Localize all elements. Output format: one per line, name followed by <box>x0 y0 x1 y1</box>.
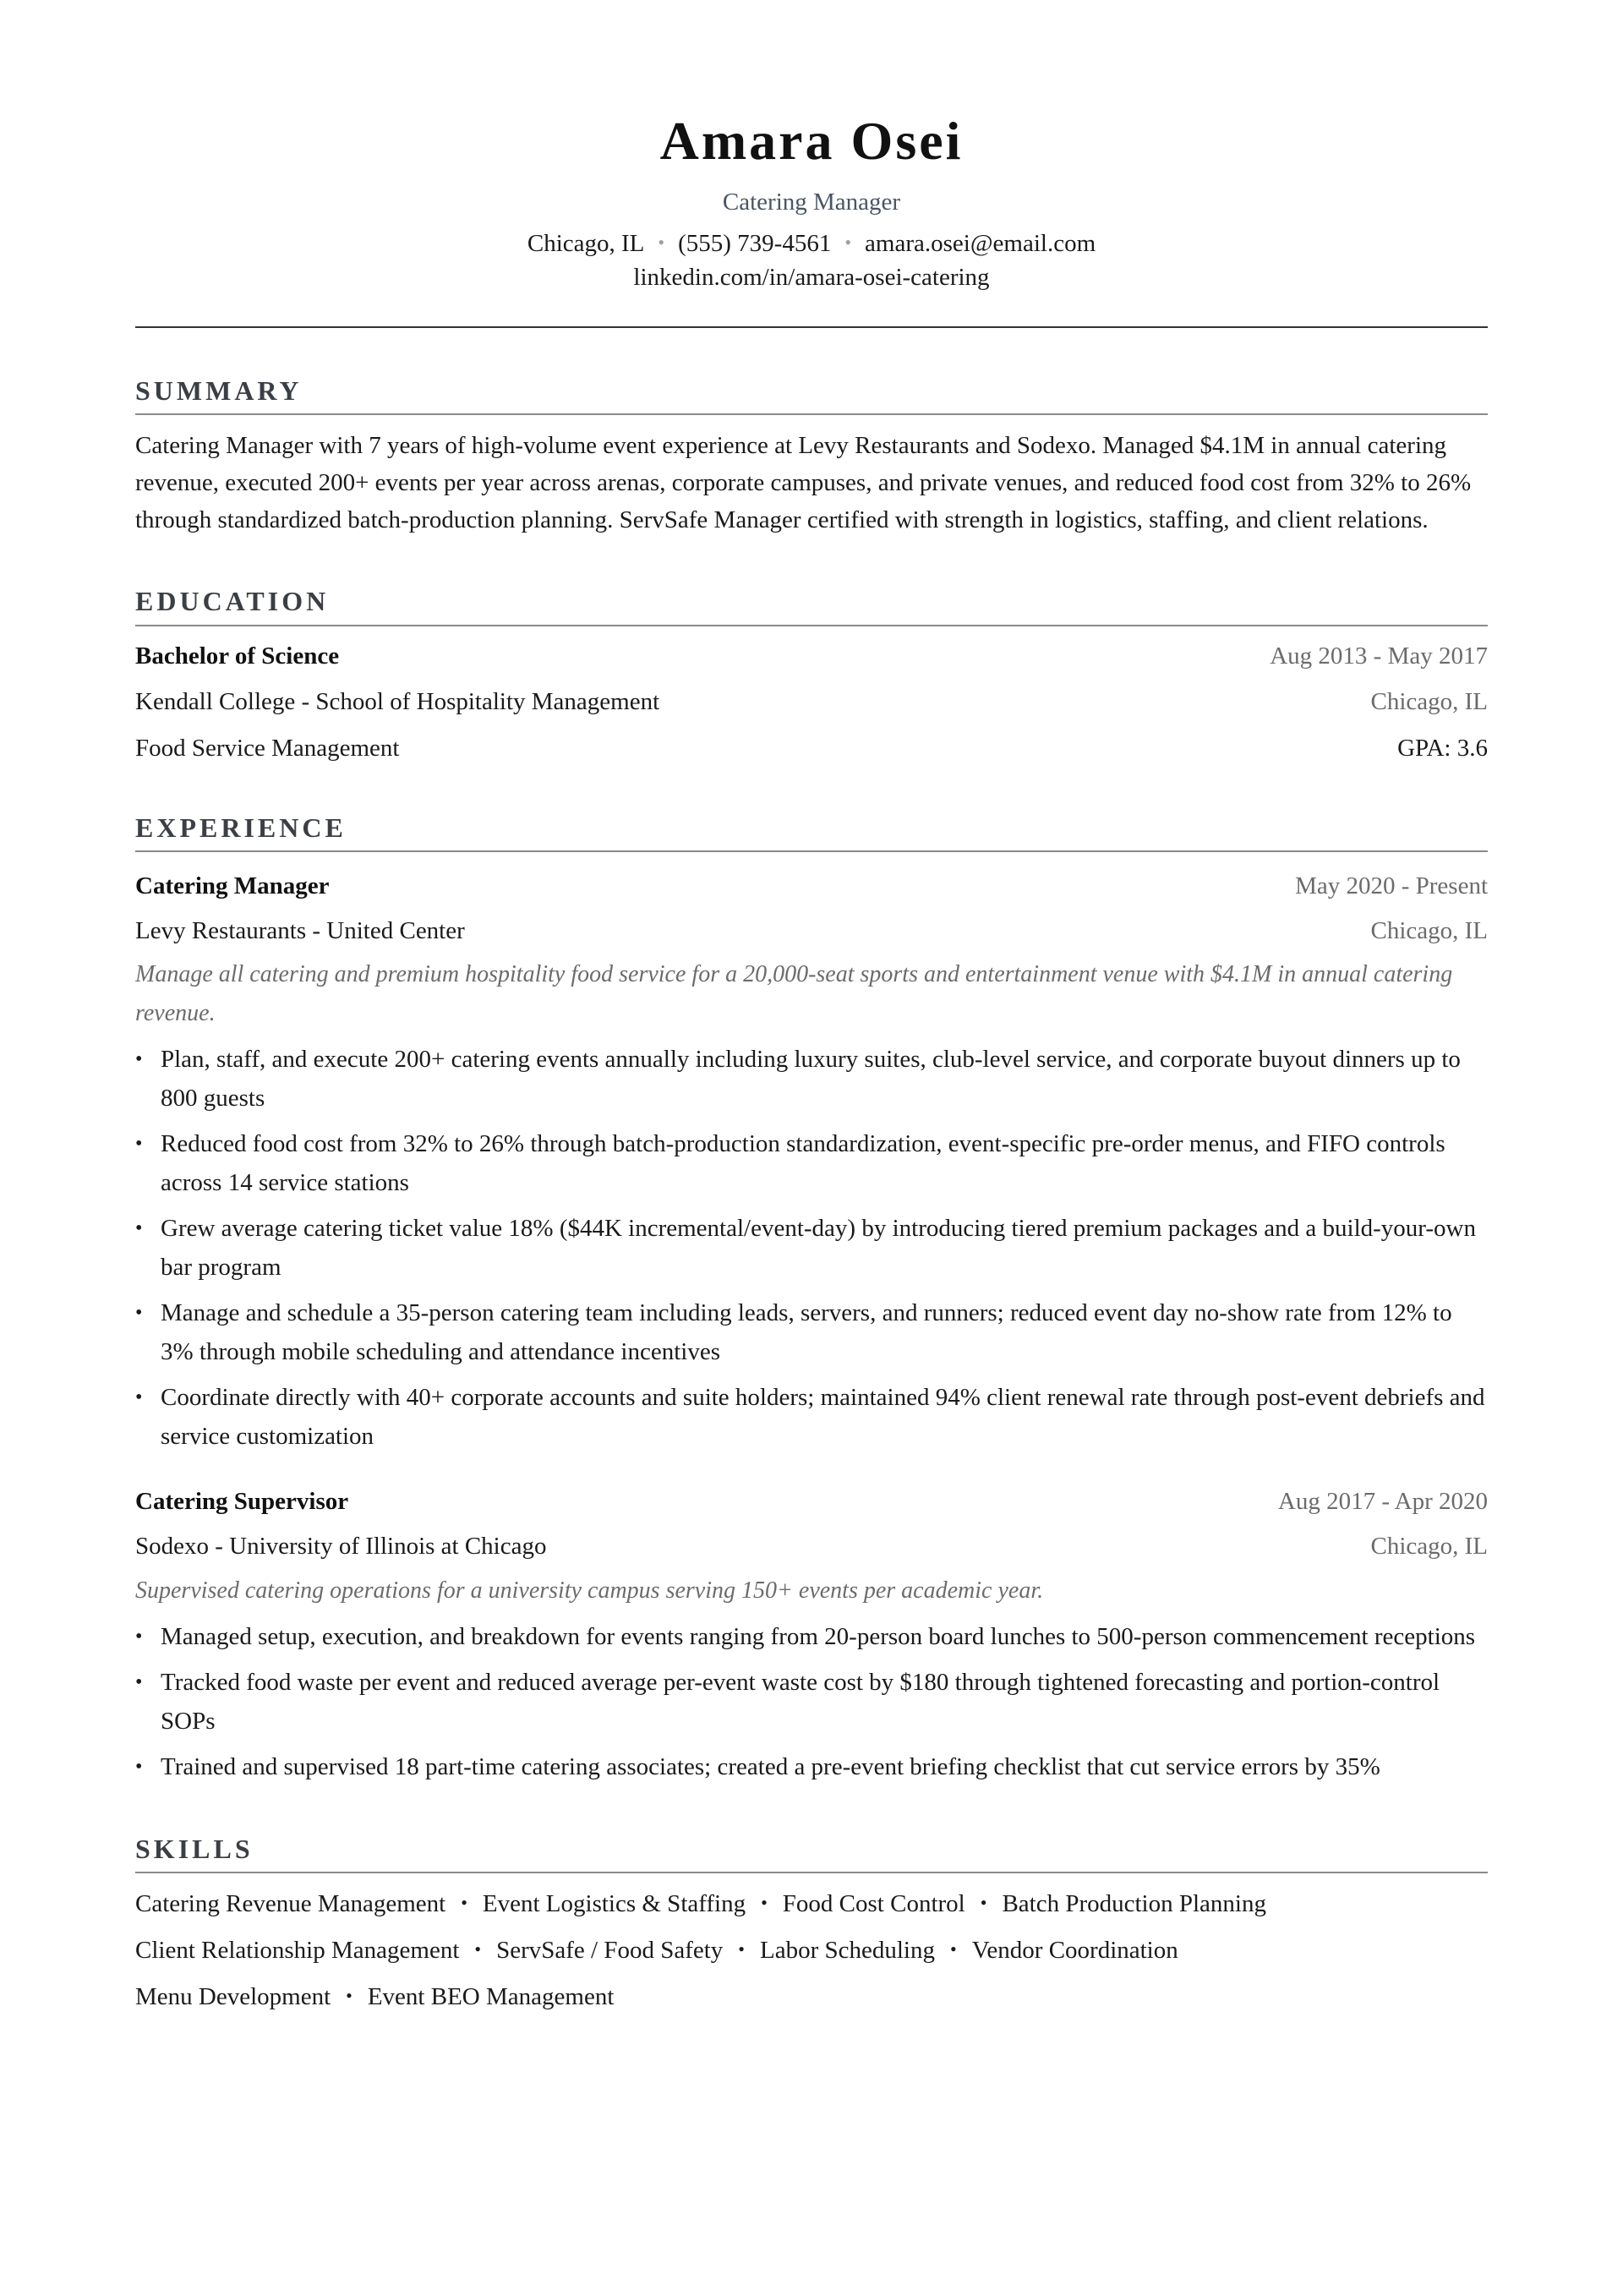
education-school: Kendall College - School of Hospitality Management <box>135 688 660 716</box>
skill-item: Menu Development <box>135 1982 331 2010</box>
contact-email: amara.osei@email.com <box>865 230 1096 258</box>
skill-separator: • <box>761 1892 768 1914</box>
job-role: Catering Manager <box>135 872 330 899</box>
skills-line <box>135 1935 1488 1967</box>
bullet-dot: • <box>135 1386 143 1409</box>
skill-item: Event Logistics & Staffing <box>482 1890 746 1918</box>
education-row <box>135 641 1488 673</box>
bullet-dot: • <box>135 1755 143 1778</box>
education-major: Food Service Management <box>135 734 400 762</box>
candidate-title: Catering Manager <box>722 188 901 216</box>
candidate-name: Amara Osei <box>659 111 964 171</box>
skill-separator: • <box>474 1938 482 1960</box>
job-entry <box>135 1486 1488 1785</box>
job-bullet <box>135 1378 1488 1456</box>
job-bullet <box>135 1663 1488 1741</box>
job-entry <box>135 871 1488 1456</box>
job-bullet <box>135 1747 1488 1786</box>
job-description: Manage all catering and premium hospitality food service for a 20,000-seat sports and entertainment venue with $4.1M in annual catering revenue. <box>135 961 1453 1027</box>
section-heading-skills: SKILLS <box>135 1833 1488 1873</box>
education-section <box>135 585 1488 764</box>
skill-item: Catering Revenue Management <box>135 1890 446 1918</box>
education-row <box>135 733 1488 765</box>
skill-item: ServSafe / Food Safety <box>496 1936 724 1964</box>
education-degree: Bachelor of Science <box>135 642 340 670</box>
job-bullet-text: Trained and supervised 18 part-time catering associates; created a pre-event briefing checklist that cut service errors by 35% <box>161 1752 1380 1780</box>
education-dates: Aug 2013 - May 2017 <box>1270 642 1488 670</box>
bullet-dot: • <box>135 1302 143 1325</box>
job-location: Chicago, IL <box>1370 916 1488 944</box>
education-location: Chicago, IL <box>1370 688 1488 716</box>
section-heading-education: EDUCATION <box>135 585 1488 626</box>
summary-section <box>135 374 1488 538</box>
contact-separator: • <box>844 232 852 254</box>
skill-item: Batch Production Planning <box>1002 1890 1266 1918</box>
job-bullet-text: Coordinate directly with 40+ corporate accounts and suite holders; maintained 94% client renewal rate through post-event debriefs and service customization <box>161 1384 1485 1451</box>
job-company: Levy Restaurants - United Center <box>135 916 465 944</box>
job-description: Supervised catering operations for a university campus serving 150+ events per academic year. <box>135 1577 1044 1604</box>
bullet-dot: • <box>135 1133 143 1156</box>
bullet-dot: • <box>135 1625 143 1648</box>
education-gpa: GPA: 3.6 <box>1397 734 1488 762</box>
job-role: Catering Supervisor <box>135 1488 349 1516</box>
skill-separator: • <box>738 1938 745 1960</box>
skill-item: Client Relationship Management <box>135 1936 460 1964</box>
skills-line <box>135 1889 1488 1921</box>
resume-header <box>135 110 1488 294</box>
job-bullet-list <box>135 1617 1488 1786</box>
skill-item: Food Cost Control <box>782 1890 965 1918</box>
contact-linkedin: linkedin.com/in/amara-osei-catering <box>633 264 990 292</box>
bullet-dot: • <box>135 1670 143 1693</box>
bullet-dot: • <box>135 1217 143 1240</box>
skill-separator: • <box>949 1938 957 1960</box>
job-company-row <box>135 916 1488 948</box>
job-bullet-text: Tracked food waste per event and reduced average per-event waste cost by $180 through tightened forecasting and portion-control SOPs <box>161 1668 1440 1735</box>
job-bullet-text: Plan, staff, and execute 200+ catering events annually including luxury suites, club-level service, and corporate buyout dinners up to 800 guests <box>161 1046 1461 1112</box>
job-bullet <box>135 1040 1488 1118</box>
contact-location: Chicago, IL <box>527 230 645 258</box>
skill-separator: • <box>346 1984 352 2006</box>
job-company: Sodexo - University of Illinois at Chicago <box>135 1533 547 1561</box>
skill-separator: • <box>980 1892 987 1914</box>
section-heading-summary: SUMMARY <box>135 374 1488 415</box>
skill-item: Vendor Coordination <box>971 1936 1178 1964</box>
section-heading-experience: EXPERIENCE <box>135 812 1488 852</box>
job-bullet-list <box>135 1040 1488 1456</box>
education-row <box>135 686 1488 719</box>
header-divider <box>135 326 1488 328</box>
job-bullet-text: Grew average catering ticket value 18% ($44K incremental/event-day) by introducing tiered premium packages and a build-your-own bar program <box>161 1215 1476 1282</box>
skills-list <box>135 1889 1488 2013</box>
skill-item: Labor Scheduling <box>760 1936 935 1964</box>
job-bullet <box>135 1293 1488 1371</box>
job-dates: Aug 2017 - Apr 2020 <box>1277 1488 1488 1516</box>
contact-separator: • <box>658 232 665 254</box>
skill-separator: • <box>461 1892 467 1914</box>
job-header-row <box>135 871 1488 903</box>
job-bullet-text: Reduced food cost from 32% to 26% through batch-production standardization, event-specific pre-order menus, and FIFO controls across 14 service stations <box>161 1130 1445 1197</box>
contact-line <box>135 228 1488 260</box>
job-bullet <box>135 1124 1488 1202</box>
job-bullet-text: Manage and schedule a 35-person catering team including leads, servers, and runners; reduced event day no-show rate from 12% to 3% through mobile scheduling and attendance incentives <box>161 1299 1452 1366</box>
skill-item: Event BEO Management <box>367 1982 615 2010</box>
job-header-row <box>135 1486 1488 1518</box>
experience-section <box>135 812 1488 1786</box>
job-company-row <box>135 1531 1488 1563</box>
contact-phone: (555) 739-4561 <box>678 230 832 258</box>
job-dates: May 2020 - Present <box>1295 872 1488 899</box>
job-bullet-text: Managed setup, execution, and breakdown for events ranging from 20-person board lunches to 500-person commencement receptions <box>161 1622 1476 1650</box>
job-bullet <box>135 1617 1488 1656</box>
summary-text: Catering Manager with 7 years of high-volume event experience at Levy Restaurants and Sodexo. Managed $4.1M in annual catering revenue, executed 200+ events per year across arenas, corporate campuses, and private venues, and reduced food cost from 32% to 26% through standardized batch-production planning. ServSafe Manager certified with strength in logistics, staffing, and client relations. <box>135 432 1472 534</box>
skills-line <box>135 1982 1488 2014</box>
job-location: Chicago, IL <box>1370 1533 1488 1561</box>
job-bullet <box>135 1209 1488 1287</box>
bullet-dot: • <box>135 1048 143 1071</box>
skills-section <box>135 1833 1488 2013</box>
